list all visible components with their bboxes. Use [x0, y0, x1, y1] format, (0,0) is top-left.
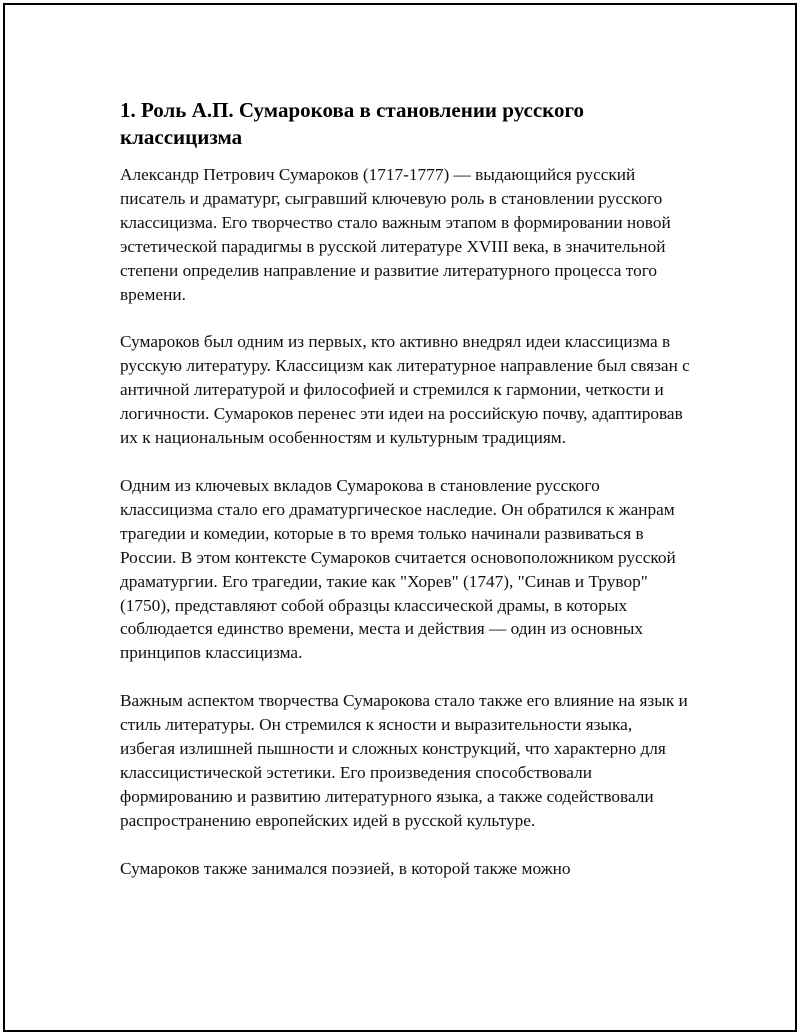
paragraph-3: Одним из ключевых вкладов Сумарокова в становление русского классицизма стало его драматургическое наследие. Он обратился к жанрам трагедии и комедии, которые в то время только начинали развиваться в России. В этом контексте Сумароков считается основоположником русской драматургии. Его трагедии, такие как "Хорев" (1747), "Синав и Трувор" (1750), представляют собой образцы классической драмы, в которых соблюдается единство времени, места и действия — один из основных принципов классицизма. [120, 475, 676, 663]
paragraph-4: Важным аспектом творчества Сумарокова стало также его влияние на язык и стиль литературы. Он стремился к ясности и выразительности языка, избегая излишней пышности и сложных конструкций, что характерно для классицистической эстетики. Его произведения способствовали формированию и развитию литературного языка, а также содействовали распространению европейских идей в русской культуре. [120, 691, 688, 830]
paragraph-2: Сумароков был одним из первых, кто активно внедрял идеи классицизма в русскую литературу. Классицизм как литературное направление был связан с античной литературой и философией и стремился к гармонии, четкости и логичности. Сумароков перенес эти идеи на российскую почву, адаптировав их к национальным особенностям и культурным традициям. [120, 332, 690, 448]
paragraph-5: Сумароков также занимался поэзией, в которой также можно [120, 858, 571, 878]
document-content [120, 97, 690, 905]
document-page [3, 3, 797, 1032]
section-heading: 1. Роль А.П. Сумарокова в становлении русского классицизма [120, 98, 585, 149]
paragraph-1: Александр Петрович Сумароков (1717-1777) — выдающийся русский писатель и драматург, сыгравший ключевую роль в становлении русского классицизма. Его творчество стало важным этапом в формировании новой эстетической парадигмы в русской литературе XVIII века, в значительной степени определив направление и развитие литературного процесса того времени. [120, 165, 671, 304]
